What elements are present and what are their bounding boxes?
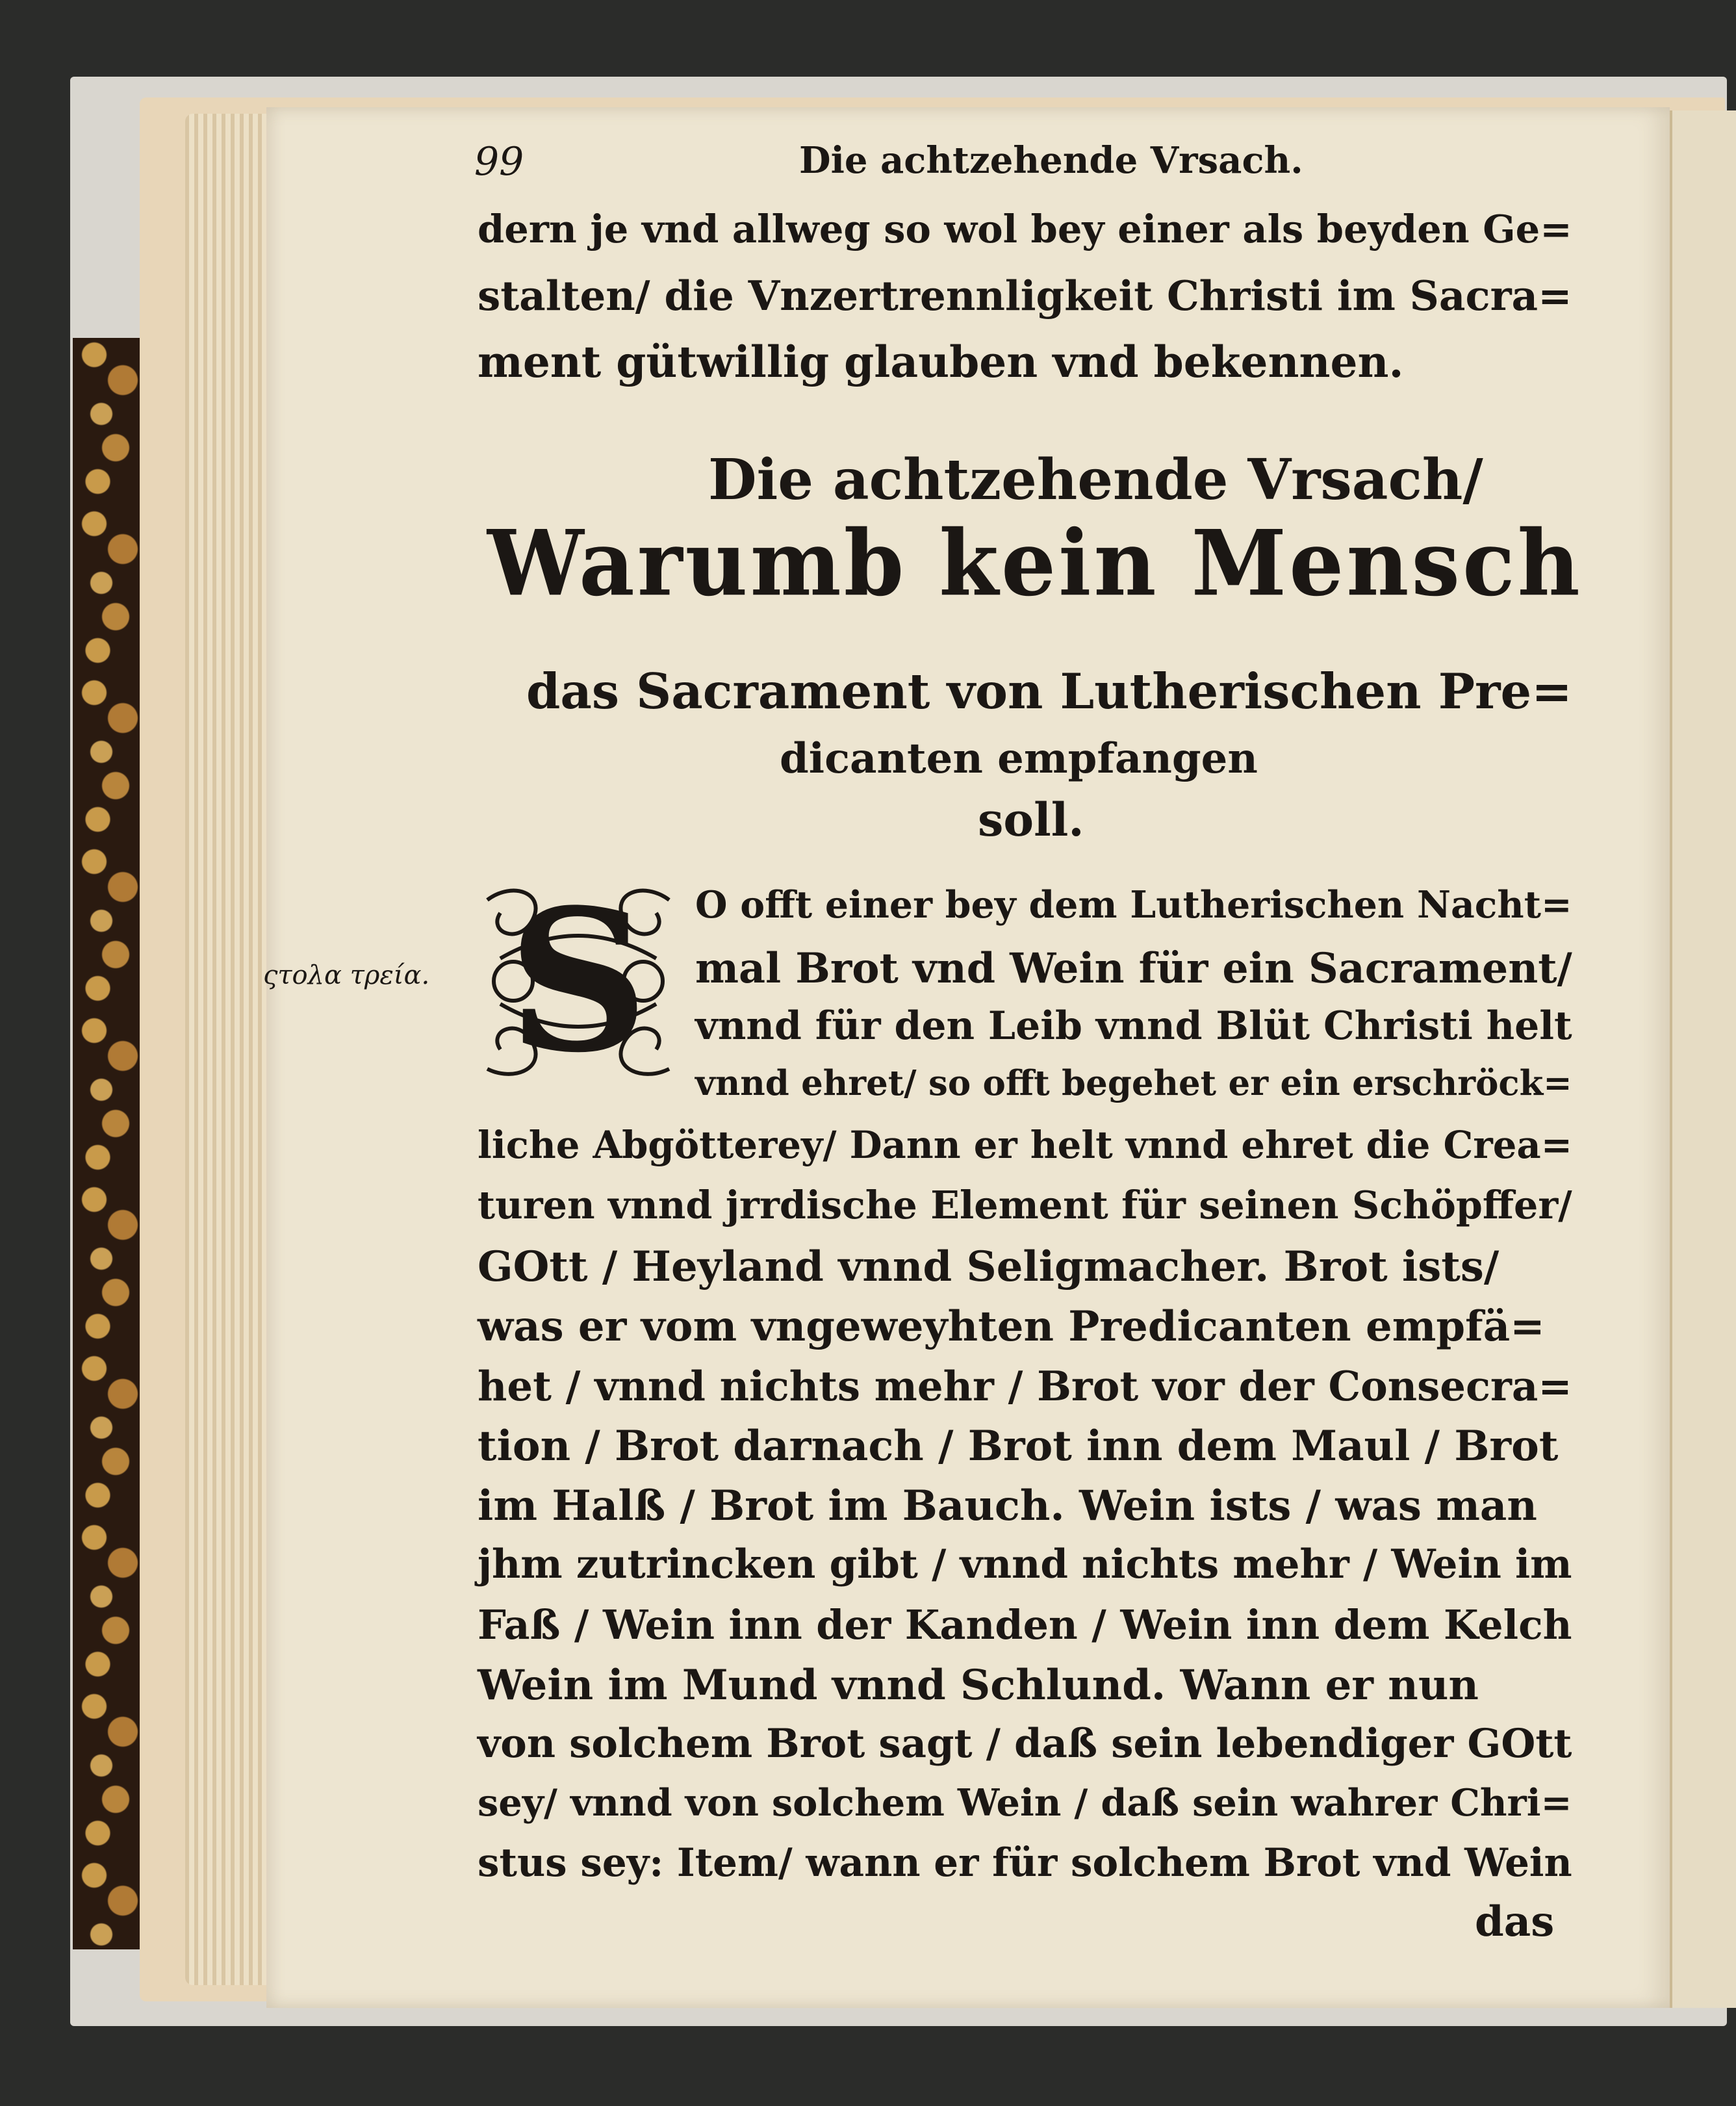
margin-note: ςτολα τρεία. [263,960,430,990]
body-line: vnnd für den Leib vnnd Blüt Christi helt [695,1003,1572,1049]
catchword: das [1475,1897,1555,1946]
page-number: 99 [474,139,524,185]
initial-letter: S [507,874,649,1088]
chapter-subtitle-line: soll. [978,793,1084,847]
body-line: stus sey: Item/ wann er für solchem Brot vnd Wein [478,1840,1572,1886]
decorated-initial [474,874,682,1088]
body-line: jhm zutrincken gibt / vnnd nichts mehr / Wein im [478,1541,1572,1587]
running-head [474,139,1303,185]
body-line: tion / Brot darnach / Brot inn dem Maul / Brot [478,1422,1559,1470]
body-line: mal Brot vnd Wein für ein Sacrament/ [695,944,1572,992]
body-line: O offt einer bey dem Lutherischen Nacht= [695,884,1572,927]
running-title: Die achtzehende Vrsach. [799,139,1303,182]
facing-page-edge [1670,110,1736,2008]
body-line: het / vnnd nichts mehr / Brot vor der Consecra= [478,1362,1572,1410]
chapter-subtitle-line: dicanten empfangen [780,734,1258,783]
chapter-heading: Die achtzehende Vrsach/ [708,447,1483,513]
intro-line: ment gütwillig glauben vnd bekennen. [478,337,1404,387]
body-line: im Halß / Brot im Bauch. Wein ists / was man [478,1482,1537,1530]
chapter-title: Warumb kein Mensch [487,511,1583,617]
body-line: GOtt / Heyland vnnd Seligmacher. Brot ists/ [478,1242,1500,1291]
decorated-initial-ornament [474,874,682,1088]
body-line: Faß / Wein inn der Kanden / Wein inn dem Kelch [478,1601,1572,1649]
body-line: von solchem Brot sagt / daß sein lebendiger GOtt [478,1721,1572,1767]
body-line: sey/ vnnd von solchem Wein / daß sein wahrer Chri= [478,1780,1572,1825]
intro-line: stalten/ die Vnzertrennligkeit Christi im Sacra= [478,272,1572,320]
page-edges [185,114,276,1985]
body-line: Wein im Mund vnnd Schlund. Wann er nun [478,1661,1479,1710]
chapter-subtitle-line: das Sacrament von Lutherischen Pre= [526,663,1572,720]
body-line: vnnd ehret/ so offt begehet er ein erschröck= [695,1063,1572,1103]
marbled-endpaper [73,338,144,1949]
body-line: liche Abgötterey/ Dann er helt vnnd ehret die Crea= [478,1123,1572,1167]
body-line: was er vom vngeweyhten Predicanten empfä= [478,1302,1545,1351]
intro-line: dern je vnd allweg so wol bey einer als beyden Ge= [478,207,1572,251]
body-line: turen vnnd jrrdische Element für seinen Schöpffer/ [478,1183,1572,1227]
